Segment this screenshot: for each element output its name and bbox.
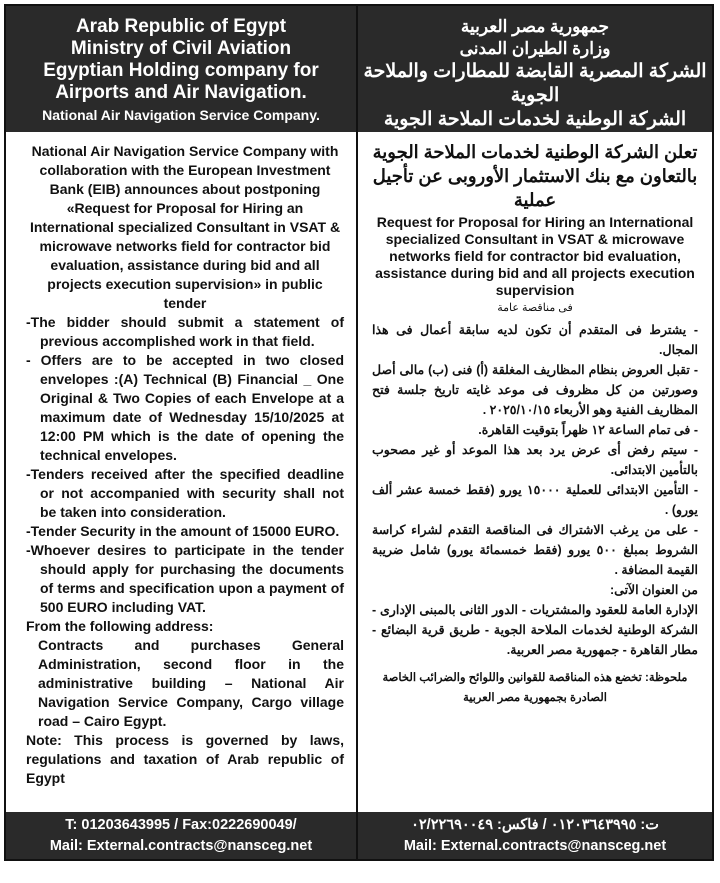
ar-point-4: - سيتم رفض أى عرض يرد بعد هذا الموعد أو غير مصحوب بالتأمين الابتدائى. (372, 443, 698, 477)
point-2: - Offers are to be accepted in two closed envelopes :(A) Technical (B) Financial _ One Original & Two Copies of each Envelope at a maximum date of Wednesday 15/10/2025 at 12:00 PM which is the date of opening the technical envelopes. (26, 352, 344, 463)
note: Note: This process is governed by laws, regulations and taxation of Arab republic of Egypt (26, 732, 344, 786)
ar-address: الإدارة العامة للعقود والمشتريات - الدور الثانى بالمبنى الإدارى - الشركة الوطنية لخدمات الملاحة الجوية - طريق قرية البضائع - مطار القاهرة - جمهورية مصر العربية. (372, 603, 698, 657)
ar-header-holding: الشركة المصرية القابضة للمطارات والملاحة الجوية (363, 61, 707, 106)
header-ministry: Ministry of Civil Aviation (70, 38, 292, 59)
ar-point-1: - يشترط فى المتقدم أن تكون لديه سابقة أعمال فى هذا المجال. (372, 323, 698, 357)
ar-point-3: - فى تمام الساعة ١٢ ظهراً بتوقيت القاهرة. (478, 423, 698, 437)
ar-header-ministry: وزارة الطيران المدنى (459, 39, 611, 58)
ar-note: ملحوظة: تخضع هذه المناقصة للقوانين واللوائح والضرائب الخاصة الصادرة بجمهورية مصر العربية (382, 672, 688, 704)
header-country: Arab Republic of Egypt (75, 16, 287, 37)
ar-header-company: الشركة الوطنية لخدمات الملاحة الجوية (383, 109, 687, 130)
english-column (6, 6, 358, 859)
ar-contact-phone: ت: ٠١٢٠٣٦٤٣٩٩٥ / فاكس: ٠٢/٢٢٦٩٠٠٤٩ (411, 817, 659, 833)
en-title: Request for Proposal for Hiring an International specialized Consultant in VSAT & microwave networks field for contractor bid evaluation, assistance during bid and all projects execution supervision (375, 214, 695, 298)
english-footer (6, 812, 356, 859)
ar-point-2: - تقبل العروض بنظام المظاريف المغلقة (أ) فنى (ب) مالى أصل وصورتين من كل مظروف فى موعد غايته تاريخ جلسة فتح المظاريف الفنية وهو الأربعاء ٢٠٢٥/١٠/١٥ . (372, 363, 698, 417)
ar-point-5: - التأمين الابتدائى للعملية ١٥٠٠٠ يورو (فقط خمسة عشر ألف يورو) . (372, 483, 699, 517)
from-label: From the following address: (26, 618, 214, 634)
point-5: -Whoever desires to participate in the tender should apply for purchasing the documents of terms and specification upon a payment of 500 EURO including VAT. (26, 542, 344, 615)
intro-paragraph: National Air Navigation Service Company with collaboration with the European Investment Bank (EIB) announces about postponing «Request for Proposal for Hiring an International specialized Consultant in VSAT & microwave networks field for contractor bid evaluation, assistance during bid and all projects execution supervision» in public tender (29, 143, 341, 311)
arabic-footer (358, 812, 712, 859)
contact-mail: Mail: External.contracts@nansceg.net (49, 838, 313, 854)
contact-phone: T: 01203643995 / Fax:0222690049/ (65, 817, 297, 833)
ar-from-label: من العنوان الآتى: (609, 583, 698, 597)
advertisement-frame (4, 4, 714, 861)
address: Contracts and purchases General Administration, second floor in the administrative building – National Air Navigation Service Company, Cargo village road – Cairo Egypt. (38, 637, 344, 729)
ar-title: تعلن الشركة الوطنية لخدمات الملاحة الجوية بالتعاون مع بنك الاستثمار الأوروبى عن تأجيل عملية (372, 142, 698, 210)
arabic-column (358, 6, 712, 859)
arabic-body (358, 132, 712, 708)
ar-contact-mail: Mail: External.contracts@nansceg.net (403, 838, 667, 854)
english-header (6, 6, 356, 132)
point-1: -The bidder should submit a statement of previous accomplished work in that field. (26, 314, 344, 349)
header-holding-2: Airports and Air Navigation. (55, 82, 307, 103)
header-holding-1: Egyptian Holding company for (43, 60, 319, 81)
arabic-header (358, 6, 712, 132)
tender-label: فى مناقصة عامة (497, 302, 573, 314)
ar-header-country: جمهورية مصر العربية (460, 17, 610, 36)
point-4: -Tender Security in the amount of 15000 EURO. (26, 523, 340, 539)
point-3: -Tenders received after the specified deadline or not accompanied with security shall not be taken into consideration. (26, 466, 344, 520)
english-body (6, 132, 356, 788)
ar-point-6: - على من يرغب الاشتراك فى المناقصة التقدم لشراء كراسة الشروط بمبلغ ٥٠٠ يورو (فقط خمسمائة يورو) شامل ضريبة القيمة المضافة . (372, 523, 698, 577)
header-company: National Air Navigation Service Company. (42, 107, 320, 123)
